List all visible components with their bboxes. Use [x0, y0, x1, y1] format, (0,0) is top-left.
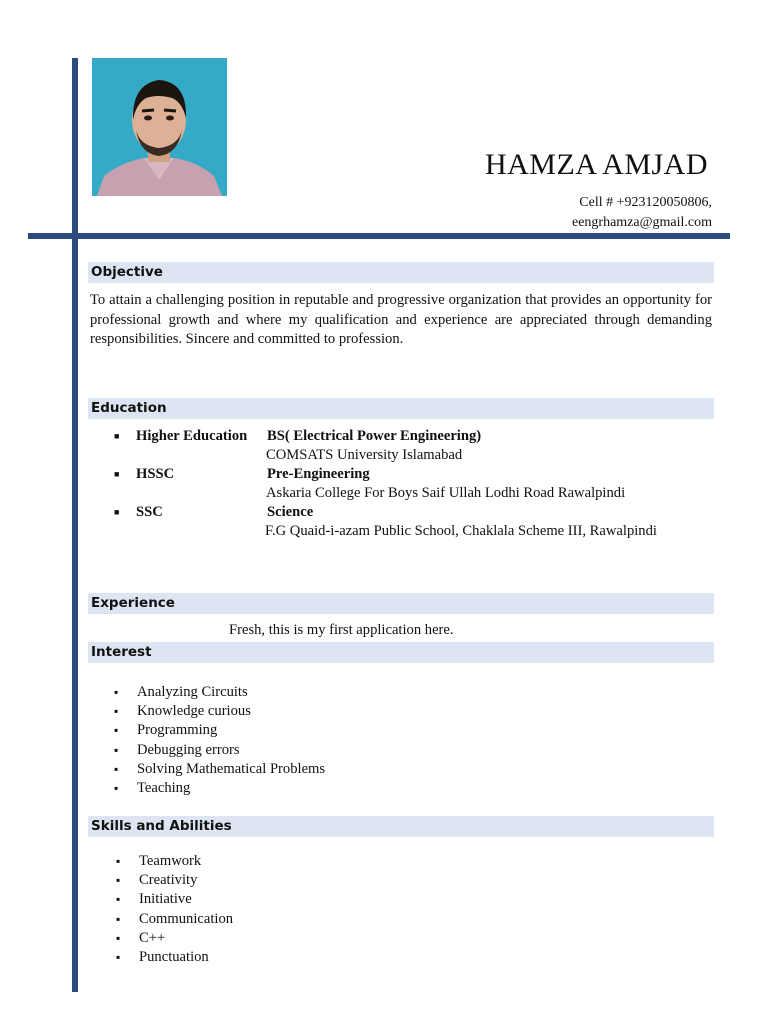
left-accent-line: [72, 58, 78, 992]
contact-info: [572, 193, 712, 233]
bullet-icon: ■: [114, 431, 120, 441]
skill-item: ▪ Punctuation: [116, 948, 233, 967]
skills-heading: Skills and Abilities: [91, 818, 232, 834]
profile-photo: [92, 58, 227, 196]
education-heading-bar: [88, 398, 714, 419]
interest-heading-bar: [88, 642, 714, 663]
objective-heading-bar: [88, 262, 714, 283]
education-institution: Askaria College For Boys Saif Ullah Lodhi Road Rawalpindi: [266, 485, 626, 501]
experience-heading: Experience: [91, 595, 175, 611]
interest-item: ▪ Analyzing Circuits: [114, 683, 325, 702]
phone-number: Cell # +923120050806,: [579, 195, 712, 210]
education-heading: Education: [91, 400, 167, 416]
education-degree: Pre-Engineering: [267, 466, 370, 482]
candidate-name: HAMZA AMJAD: [484, 148, 708, 181]
objective-text: To attain a challenging position in reputable and progressive organization that provides an opportunity for professional growth and where my qualification and experience are appreciated through demanding responsibilities. Sincere and committed to profession.: [90, 292, 712, 347]
interest-heading: Interest: [91, 644, 152, 660]
education-level: HSSC: [136, 466, 175, 482]
education-degree: BS( Electrical Power Engineering): [267, 428, 482, 444]
interest-item: ▪ Teaching: [114, 779, 325, 798]
skills-heading-bar: [88, 816, 714, 837]
interest-item: ▪ Solving Mathematical Problems: [114, 760, 325, 779]
bullet-icon: ■: [114, 507, 120, 517]
skill-item: ▪ Communication: [116, 910, 233, 929]
email-address: eengrhamza@gmail.com: [572, 215, 712, 230]
education-institution: COMSATS University Islamabad: [266, 447, 463, 463]
education-level: Higher Education: [136, 428, 248, 444]
bullet-icon: ■: [114, 469, 120, 479]
skills-list: [116, 852, 233, 967]
education-degree: Science: [267, 504, 314, 520]
experience-heading-bar: [88, 593, 714, 614]
header-divider: [28, 233, 730, 239]
skill-item: ▪ Creativity: [116, 871, 233, 890]
skill-item: ▪ Initiative: [116, 890, 233, 909]
interest-list: [114, 683, 325, 798]
education-level: SSC: [136, 504, 163, 520]
interest-item: ▪ Debugging errors: [114, 741, 325, 760]
experience-text: Fresh, this is my first application here.: [229, 622, 454, 638]
education-institution: F.G Quaid-i-azam Public School, Chaklala Scheme III, Rawalpindi: [265, 523, 657, 539]
interest-item: ▪ Programming: [114, 721, 325, 740]
skill-item: ▪ C++: [116, 929, 233, 948]
objective-heading: Objective: [91, 264, 163, 280]
interest-item: ▪ Knowledge curious: [114, 702, 325, 721]
skill-item: ▪ Teamwork: [116, 852, 233, 871]
